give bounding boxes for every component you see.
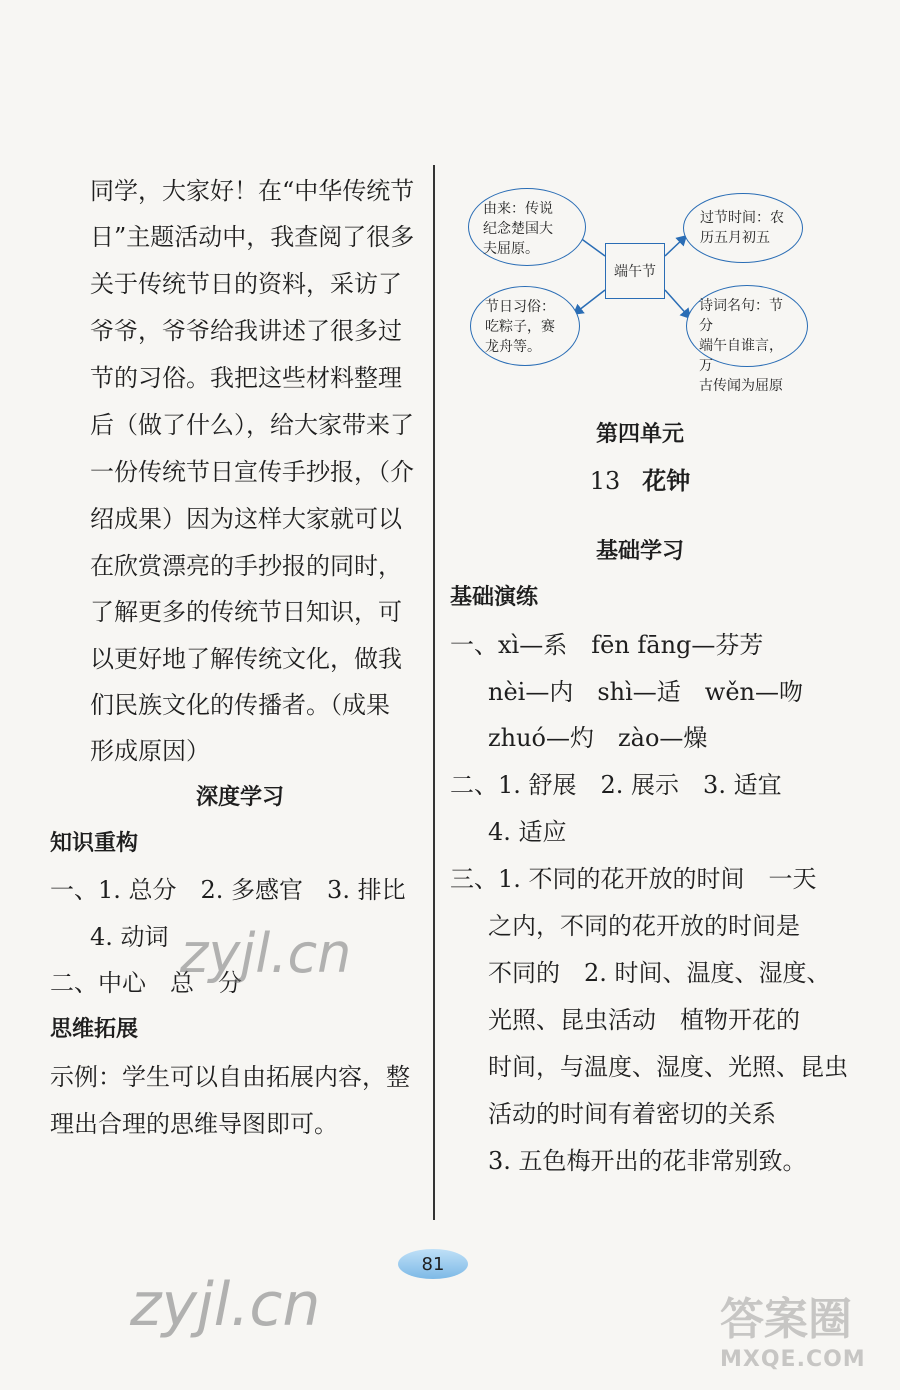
essay-line: 们民族文化的传播者。（成果 xyxy=(90,691,390,719)
essay-line: 形成原因） xyxy=(90,737,210,765)
subsection-knowledge-rebuild: 知识重构 xyxy=(50,831,139,856)
answer-line: 二、1. 舒展 2. 展示 3. 适宜 xyxy=(450,771,782,799)
answer-line: 三、1. 不同的花开放的时间 一天 xyxy=(450,865,817,893)
answer-line: 光照、昆虫活动 植物开花的 xyxy=(488,1006,800,1034)
answer-line: 4. 适应 xyxy=(488,818,567,846)
essay-line: 日”主题活动中，我查阅了很多 xyxy=(90,223,415,251)
answer-line: zhuó—灼 zào—燥 xyxy=(488,724,708,752)
answer-line: 一、xì—系 fēn fāng—芬芳 xyxy=(450,631,764,659)
mindmap-time xyxy=(683,193,803,263)
mindmap-text: 龙舟等。 xyxy=(485,339,541,355)
answer-line: nèi—内 shì—适 wěn—吻 xyxy=(488,678,803,706)
mindmap-poem xyxy=(686,285,808,394)
essay-line: 后（做了什么），给大家带来了 xyxy=(90,411,414,439)
essay-line: 节的习俗。我把这些材料整理 xyxy=(90,364,402,392)
mindmap-text: 诗词名句：节分 xyxy=(699,298,783,334)
watermark-logo-text: 答案圈 xyxy=(720,1294,852,1345)
answer-line: 3. 五色梅开出的花非常别致。 xyxy=(488,1147,807,1175)
subsection-basic-practice: 基础演练 xyxy=(450,585,539,610)
answer-q2: 二、中心 总 分 xyxy=(50,969,242,997)
essay-line: 爷爷，爷爷给我讲述了很多过 xyxy=(90,317,402,345)
mindmap-origin xyxy=(468,188,586,266)
subsection-thinking-expand: 思维拓展 xyxy=(50,1017,139,1042)
watermark-left: zyjl.cn xyxy=(180,922,352,985)
watermark-bottom: zyjl.cn xyxy=(130,1270,321,1340)
mindmap-custom xyxy=(470,286,580,366)
essay-line: 同学，大家好！在“中华传统节 xyxy=(90,177,415,205)
essay-line: 以更好地了解传统文化，做我 xyxy=(90,645,402,673)
mindmap-center xyxy=(605,243,665,299)
watermark-site: MXQE.COM xyxy=(720,1347,866,1372)
mindmap-text: 古传闻为屈原 xyxy=(699,378,783,394)
essay-line: 了解更多的传统节日知识，可 xyxy=(90,598,402,626)
lesson-heading xyxy=(450,466,830,496)
mindmap-center-label: 端午节 xyxy=(614,264,656,280)
answer-line: 不同的 2. 时间、温度、湿度、 xyxy=(488,959,831,987)
page-number: 81 xyxy=(421,1253,445,1275)
mindmap-text: 过节时间：农 xyxy=(700,210,784,226)
example-line: 理出合理的思维导图即可。 xyxy=(50,1110,338,1138)
lesson-title: 花钟 xyxy=(642,467,691,495)
essay-line: 在欣赏漂亮的手抄报的同时， xyxy=(90,552,402,580)
answer-line: 活动的时间有着密切的关系 xyxy=(488,1100,776,1128)
answer-line: 时间，与温度、湿度、光照、昆虫 xyxy=(488,1053,848,1081)
mindmap-text: 吃粽子，赛 xyxy=(485,319,555,335)
page-number-badge xyxy=(398,1249,468,1279)
lesson-number: 13 xyxy=(589,467,621,495)
answer-q1-cont: 4. 动词 xyxy=(90,923,169,951)
mindmap-text: 历五月初五 xyxy=(700,230,770,246)
answer-line: 之内，不同的花开放的时间是 xyxy=(488,912,800,940)
mindmap-text: 夫屈原。 xyxy=(483,241,539,257)
essay-line: 一份传统节日宣传手抄报，（介 xyxy=(90,458,414,486)
answer-q1: 一、1. 总分 2. 多感官 3. 排比 xyxy=(50,876,406,904)
watermark-logo xyxy=(720,1295,890,1380)
mindmap-text: 纪念楚国大 xyxy=(483,221,553,237)
essay-line: 关于传统节日的资料，采访了 xyxy=(90,270,402,298)
example-line: 示例：学生可以自由拓展内容，整 xyxy=(50,1063,410,1091)
section-title-deep-learning: 深度学习 xyxy=(195,785,284,810)
section-title-basic-learning: 基础学习 xyxy=(595,539,684,564)
essay-line: 绍成果）因为这样大家就可以 xyxy=(90,505,402,533)
unit-title: 第四单元 xyxy=(595,422,684,447)
mindmap-text: 节日习俗： xyxy=(485,299,555,315)
mindmap-text: 端午自谁言，万 xyxy=(699,338,783,374)
mindmap-text: 由来：传说 xyxy=(483,201,553,217)
